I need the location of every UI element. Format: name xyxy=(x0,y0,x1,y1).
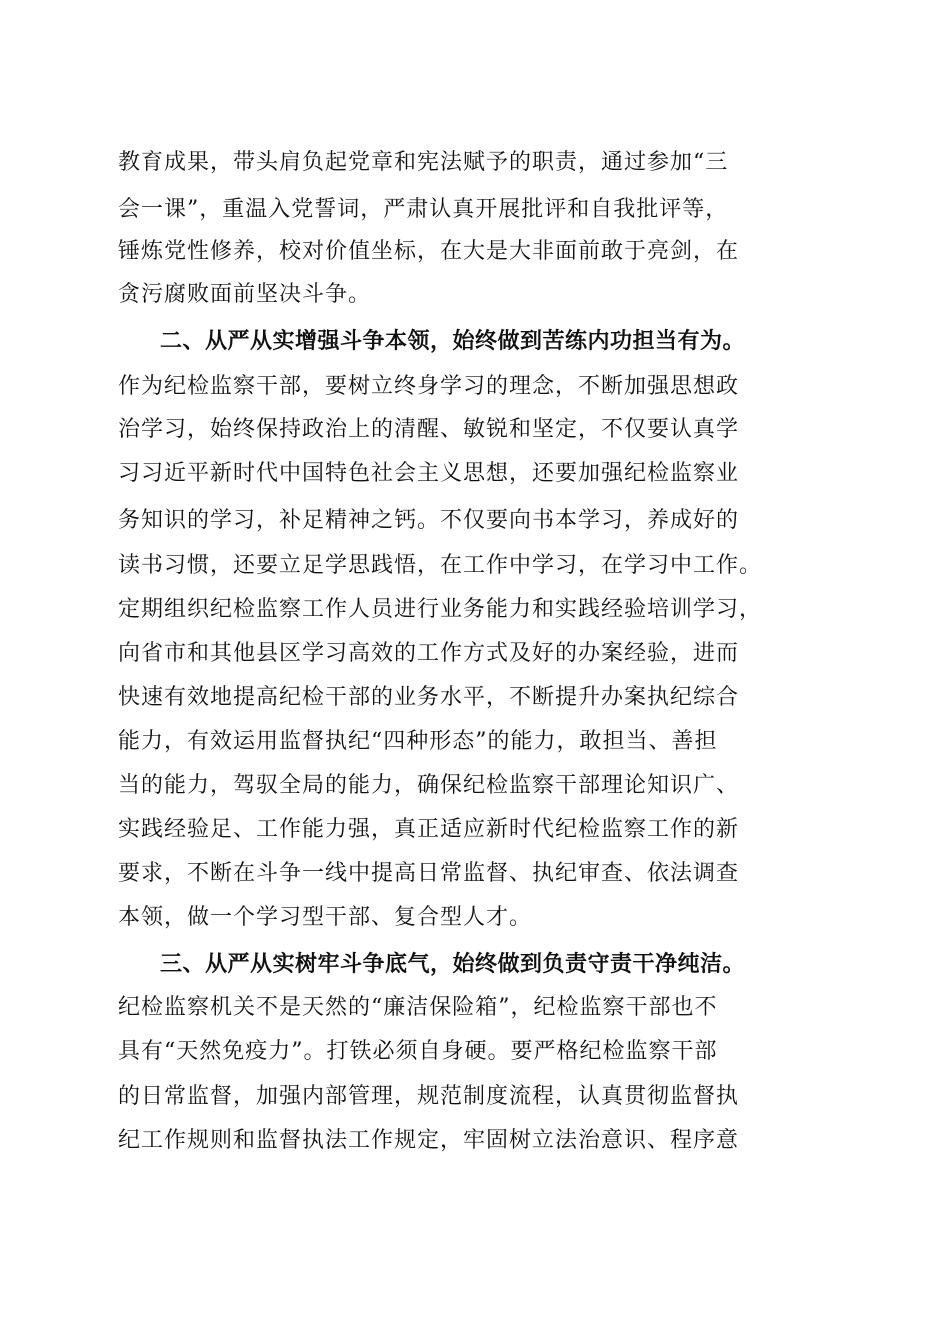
section-2-line-3: 习习近平新时代中国特色社会主义思想，还要加强纪检监察业 xyxy=(118,461,740,486)
section-2-line-5: 读书习惯，还要立足学思践悟，在工作中学习，在学习中工作。 xyxy=(118,553,763,578)
section-2-line-2: 治学习，始终保持政治上的清醒、敏锐和坚定，不仅要认真学 xyxy=(118,417,740,442)
section-2-line-6: 定期组织纪检监察工作人员进行业务能力和实践经验培训学习， xyxy=(118,597,763,622)
section-3-line-4: 纪工作规则和监督执法工作规定，牢固树立法治意识、程序意 xyxy=(118,1128,740,1153)
section-3-heading: 三、从严从实树牢斗争底气，始终做到负责守责干净纯洁。 xyxy=(160,952,746,977)
section-3-line-1: 纪检监察机关不是天然的“廉洁保险箱”，纪检监察干部也不 xyxy=(118,995,718,1020)
section-2-line-1: 作为纪检监察干部，要树立终身学习的理念，不断加强思想政 xyxy=(118,374,740,399)
section-2-line-4: 务知识的学习，补足精神之钙。不仅要向书本学习，养成好的 xyxy=(118,508,740,533)
paragraph-1-line-4: 贪污腐败面前坚决斗争。 xyxy=(118,282,372,307)
paragraph-1-line-2: 会一课”，重温入党誓词，严肃认真开展批评和自我批评等， xyxy=(118,197,729,222)
section-2-heading: 二、从严从实增强斗争本领，始终做到苦练内功担当有为。 xyxy=(160,329,746,354)
section-2-line-8: 快速有效地提高纪检干部的业务水平，不断提升办案执纪综合 xyxy=(118,685,740,710)
paragraph-1-line-3: 锤炼党性修养，校对价值坐标，在大是大非面前敢于亮剑，在 xyxy=(118,239,740,264)
section-2-line-10: 当的能力，驾驭全局的能力，确保纪检监察干部理论知识广、 xyxy=(118,773,740,798)
section-2-line-12: 要求，不断在斗争一线中提高日常监督、执纪审查、依法调查 xyxy=(118,861,740,886)
section-2-line-13: 本领，做一个学习型干部、复合型人才。 xyxy=(118,905,533,930)
section-3-line-3: 的日常监督，加强内部管理，规范制度流程，认真贯彻监督执 xyxy=(118,1084,740,1109)
section-3-line-2: 具有“天然免疫力”。打铁必须自身硬。要严格纪检监察干部 xyxy=(118,1039,718,1064)
section-2-line-7: 向省市和其他县区学习高效的工作方式及好的办案经验，进而 xyxy=(118,641,740,666)
paragraph-1-line-1: 教育成果，带头肩负起党章和宪法赋予的职责，通过参加“三 xyxy=(118,150,729,175)
section-2-line-9: 能力，有效运用监督执纪“四种形态”的能力，敢担当、善担 xyxy=(118,729,718,754)
section-2-line-11: 实践经验足、工作能力强，真正适应新时代纪检监察工作的新 xyxy=(118,817,740,842)
